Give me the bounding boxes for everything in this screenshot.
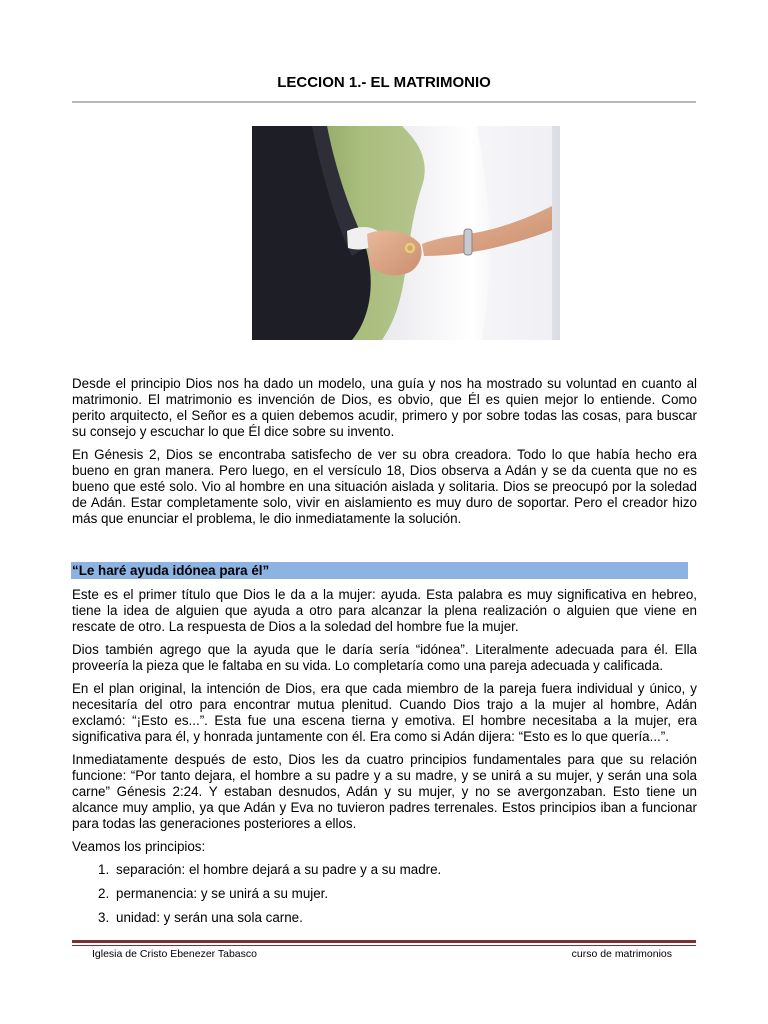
intro-paragraph-2: En Génesis 2, Dios se encontraba satisfecho de ver su obra creadora. Todo lo que había hecho era bueno en gran manera. Pero luego, en el versículo 18, Dios observa a Adán y se da cuenta que no es bueno que esté solo. Vio al hombre en una situación aislada y solitaria. Dios se preocupó por la soledad de Adán. Estar completamente solo, vivir en aislamiento es muy duro de soportar. Pero el creador hizo más que enunciar el problema, le dio inmediatamente la solución. — [72, 447, 697, 526]
section-paragraph-3: En el plan original, la intención de Dios, era que cada miembro de la pareja fuera individual y único, y necesitaría del otro para encontrar mutua plenitud. Cuando Dios trajo a la mujer al hombre, Adán exclamó: “¡Esto es...”. Esta fue una escena tierna y emotiva. El hombre necesitaba a la mujer, era significativa para él, y honrada juntamente con él. Era como si Adán dijera: “Esto es lo que quería...”. — [72, 681, 697, 744]
list-item-number: 2. — [98, 886, 110, 901]
list-item-text: unidad: y serán una sola carne. — [116, 910, 303, 925]
list-item-text: separación: el hombre dejará a su padre y a su madre. — [116, 862, 442, 877]
section-paragraph-5: Veamos los principios: — [72, 839, 206, 854]
section-paragraph-4: Inmediatamente después de esto, Dios les da cuatro principios fundamentales para que su relación funcione: “Por tanto dejara, el hombre a su padre y a su madre, y se unirá a su mujer, y serán una sola carne” Génesis 2:24. Y estaban desnudos, Adán y su mujer, y no se avergonzaban. Esto tiene un alcance muy amplio, ya que Adán y Eva no tuvieron padres terrenales. Estos principios iban a funcionar para todas las generaciones posteriores a ellos. — [72, 752, 697, 831]
section-body — [72, 587, 697, 934]
list-item-number: 3. — [98, 910, 110, 925]
section-paragraph-2: Dios también agrego que la ayuda que le daría sería “idónea”. Literalmente adecuada para él. Ella proveería la pieza que le faltaba en su vida. Lo completaría como una pareja adecuada y calificada. — [72, 642, 697, 673]
list-item — [72, 886, 697, 902]
section-heading: “Le haré ayuda idónea para él” — [71, 562, 688, 579]
intro-paragraph-1: Desde el principio Dios nos ha dado un modelo, una guía y nos ha mostrado su voluntad en cuanto al matrimonio. El matrimonio es invención de Dios, es obvio, que Él es quien mejor lo entiende. Como perito arquitecto, el Señor es a quien debemos acudir, primero y por sobre todas las cosas, para buscar su consejo y escuchar lo que Él dice sobre su invento. — [72, 376, 697, 439]
section-paragraph-1: Este es el primer título que Dios le da a la mujer: ayuda. Esta palabra es muy significativa en hebreo, tiene la idea de alguien que ayuda a otro para alcanzar la plena realización o alguien que viene en rescate de otro. La respuesta de Dios a la soledad del hombre fue la mujer. — [72, 587, 697, 634]
list-item — [72, 862, 697, 878]
footer-course-name: curso de matrimonios — [571, 948, 672, 960]
principles-list — [72, 862, 697, 926]
page-title: LECCION 1.- EL MATRIMONIO — [277, 74, 491, 91]
intro-section — [72, 376, 697, 534]
list-item — [72, 910, 697, 926]
wedding-ring-photo — [252, 126, 560, 340]
list-item-number: 1. — [98, 862, 110, 877]
footer-divider-thick — [72, 940, 696, 943]
footer-divider-thin — [72, 945, 696, 946]
footer-church-name: Iglesia de Cristo Ebenezer Tabasco — [92, 948, 257, 960]
list-item-text: permanencia: y se unirá a su mujer. — [116, 886, 329, 901]
title-divider — [72, 101, 696, 103]
